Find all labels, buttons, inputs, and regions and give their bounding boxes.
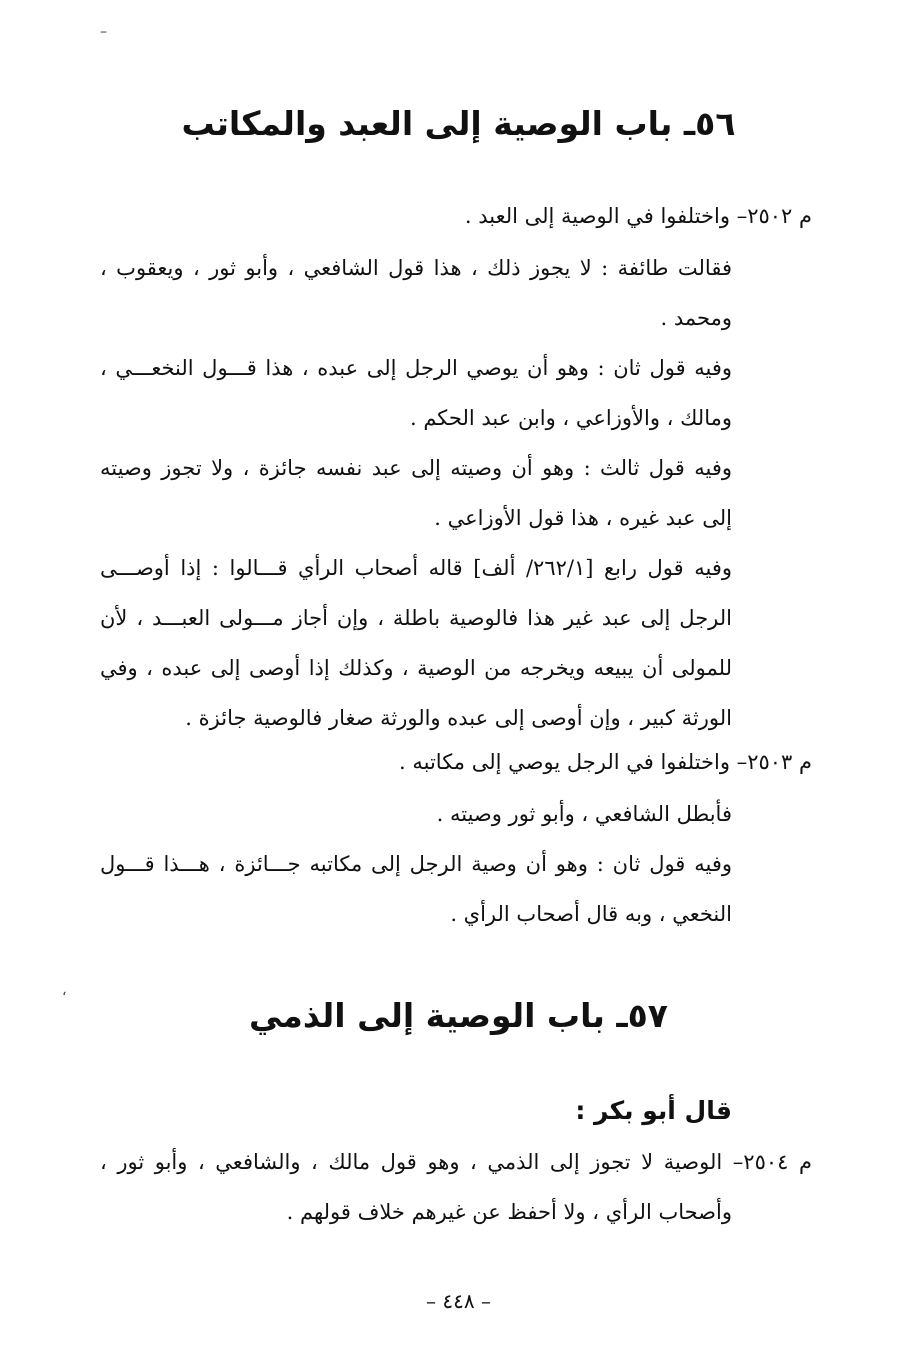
issue-number: م ٢٥٠٣– bbox=[736, 750, 812, 774]
issue-marker bbox=[100, 1152, 812, 1173]
text-line: وفيه قول رابع [٢٦٢/١/ ألف] قاله أصحاب الرأي قـــالوا : إذا أوصـــى bbox=[100, 556, 733, 580]
text-line: إلى عبد غيره ، هذا قول الأوزاعي . bbox=[434, 506, 732, 530]
text-line: فقالت طائفة : لا يجوز ذلك ، هذا قول الشافعي ، وأبو ثور ، ويعقوب ، bbox=[100, 256, 732, 280]
text-line: واختلفوا في الرجل يوصي إلى مكاتبه . bbox=[399, 750, 730, 774]
text-line: وفيه قول ثالث : وهو أن وصيته إلى عبد نفسه جائزة ، ولا تجوز وصيته bbox=[100, 456, 732, 480]
text-line: النخعي ، وبه قال أصحاب الرأي . bbox=[450, 902, 732, 926]
text-line: الرجل إلى عبد غير هذا فالوصية باطلة ، وإن أجاز مـــولى العبـــد ، لأن bbox=[100, 606, 732, 630]
text-line: للمولى أن يبيعه ويخرجه من الوصية ، وكذلك إذا أوصى إلى عبده ، وفي bbox=[100, 656, 732, 680]
section-subheading: قال أبو بكر : bbox=[575, 1096, 732, 1125]
issue-number: م ٢٥٠٤– bbox=[732, 1150, 812, 1174]
scan-speck: ʻ bbox=[62, 990, 67, 1006]
text-line: الورثة كبير ، وإن أوصى إلى عبده والورثة صغار فالوصية جائزة . bbox=[185, 706, 732, 730]
text-line: وفيه قول ثان : وهو أن يوصي الرجل إلى عبده ، هذا قـــول النخعـــي ، bbox=[100, 356, 732, 380]
text-line: الوصية لا تجوز إلى الذمي ، وهو قول مالك ، والشافعي ، وأبو ثور ، bbox=[100, 1150, 723, 1174]
issue-marker bbox=[399, 752, 812, 773]
issue-marker bbox=[465, 206, 812, 227]
text-line: ومحمد . bbox=[660, 306, 732, 330]
scan-speck: – bbox=[100, 24, 107, 40]
text-line: فأبطل الشافعي ، وأبو ثور وصيته . bbox=[436, 802, 732, 826]
text-line: وفيه قول ثان : وهو أن وصية الرجل إلى مكاتبه جـــائزة ، هـــذا قـــول bbox=[100, 852, 732, 876]
issue-number: م ٢٥٠٢– bbox=[736, 204, 812, 228]
text-line: واختلفوا في الوصية إلى العبد . bbox=[464, 204, 730, 228]
page-number: – ٤٤٨ – bbox=[426, 1289, 491, 1313]
text-line: ومالك ، والأوزاعي ، وابن عبد الحكم . bbox=[409, 406, 732, 430]
text-line: وأصحاب الرأي ، ولا أحفظ عن غيرهم خلاف قولهم . bbox=[286, 1200, 732, 1224]
chapter-heading: ٥٧ـ باب الوصية إلى الذمي bbox=[249, 996, 668, 1035]
chapter-heading: ٥٦ـ باب الوصية إلى العبد والمكاتب bbox=[181, 104, 736, 143]
